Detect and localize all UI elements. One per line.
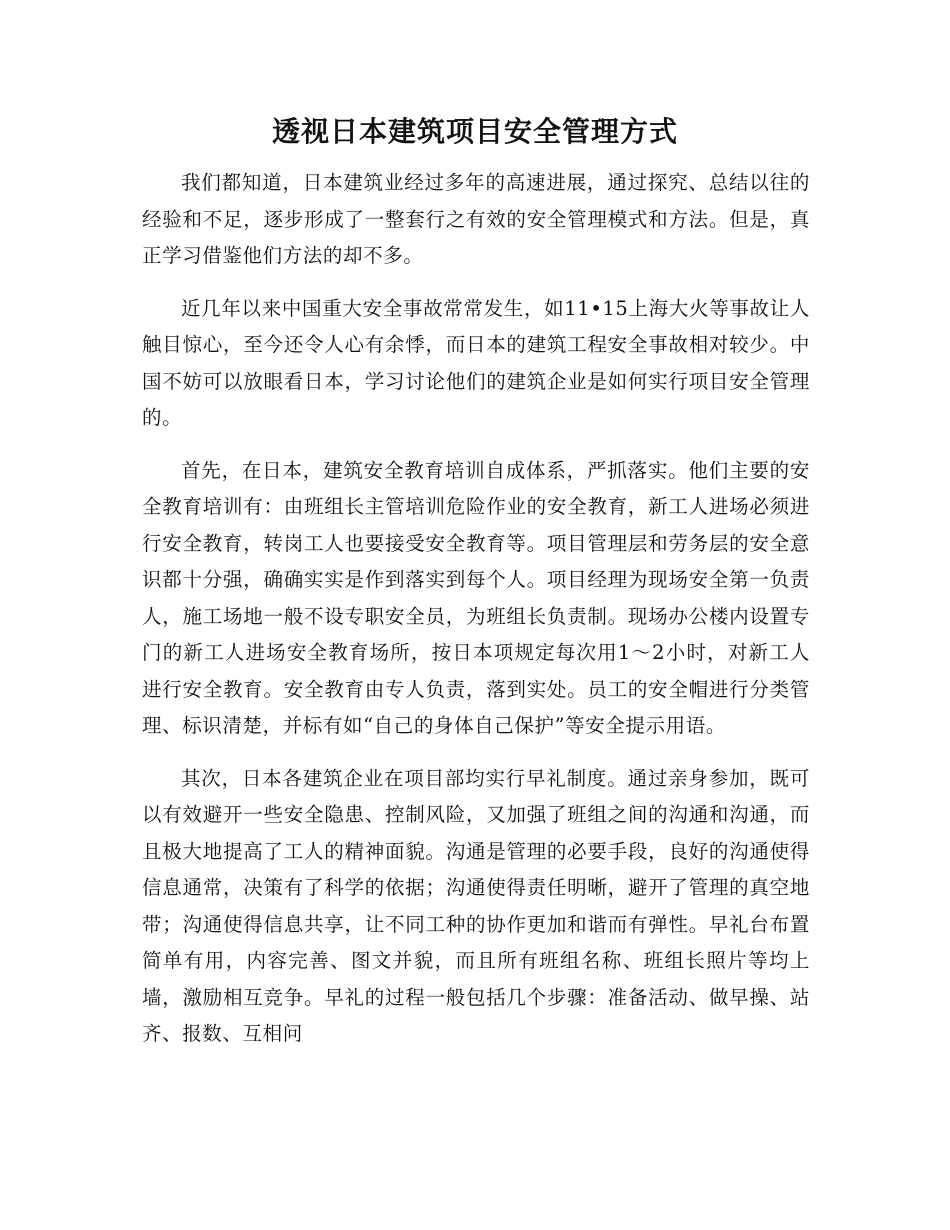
paragraph-2: 近几年以来中国重大安全事故常常发生，如11•15上海大火等事故让人触目惊心，至今还令人心有余悸，而日本的建筑工程安全事故相对较少。中国不妨可以放眼看日本，学习讨论他们的建筑企业是如何实行项目安全管理的。 <box>142 296 810 429</box>
document-title: 透视日本建筑项目安全管理方式 <box>271 115 678 148</box>
document-body <box>142 165 810 1069</box>
paragraph-1: 我们都知道，日本建筑业经过多年的高速进展，通过探究、总结以往的经验和不足，逐步形成了一整套行之有效的安全管理模式和方法。但是，真正学习借鉴他们方法的却不多。 <box>142 171 810 267</box>
paragraph-3: 首先，在日本，建筑安全教育培训自成体系，严抓落实。他们主要的安全教育培训有：由班组长主管培训危险作业的安全教育，新工人进场必须进行安全教育，转岗工人也要接受安全教育等。项目管理层和劳务层的安全意识都十分强，确确实实是作到落实到每个人。项目经理为现场安全第一负责人，施工场地一般不设专职安全员，为班组长负责制。现场办公楼内设置专门的新工人进场安全教育场所，按日本项规定每次用1～2小时，对新工人进行安全教育。安全教育由专人负责，落到实处。员工的安全帽进行分类管理、标识清楚，并标有如“自己的身体自己保护”等安全提示用语。 <box>142 458 810 737</box>
paragraph-4: 其次，日本各建筑企业在项目部均实行早礼制度。通过亲身参加，既可以有效避开一些安全隐患、控制风险，又加强了班组之间的沟通和沟通，而且极大地提高了工人的精神面貌。沟通是管理的必要手段，良好的沟通使得信息通常，决策有了科学的依据；沟通使得责任明晰，避开了管理的真空地带；沟通使得信息共享，让不同工种的协作更加和谐而有弹性。早礼台布置简单有用，内容完善、图文并貌，而且所有班组名称、班组长照片等均上墙，激励相互竞争。早礼的过程一般包括几个步骤：准备活动、做早操、站齐、报数、互相问 <box>142 766 810 1045</box>
